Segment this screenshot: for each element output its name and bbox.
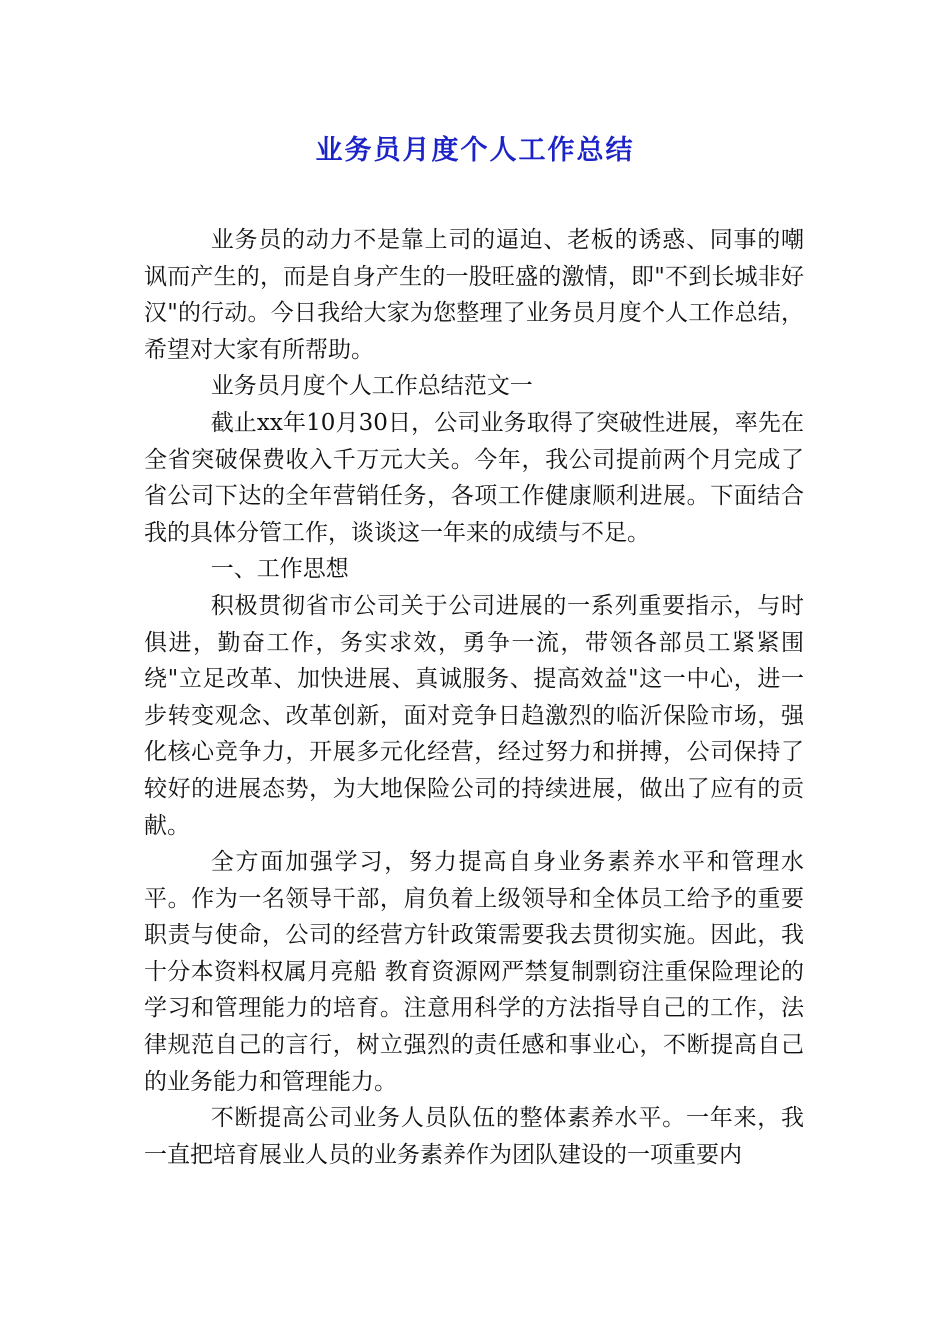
- paragraph-team-quality: 不断提高公司业务人员队伍的整体素养水平。一年来，我一直把培育展业人员的业务素养作为团队建设的一项重要内: [144, 1105, 804, 1168]
- document-title: 业务员月度个人工作总结: [315, 135, 635, 166]
- paragraph-sample-heading: 业务员月度个人工作总结范文一: [210, 373, 533, 400]
- paragraph-intro: 业务员的动力不是靠上司的逼迫、老板的诱惑、同事的嘲讽而产生的，而是自身产生的一股旺盛的激情，即"不到长城非好汉"的行动。今日我给大家为您整理了业务员月度个人工作总结，希望对大家有所帮助。: [144, 227, 804, 363]
- section-heading-work-thoughts: 一、工作思想: [210, 556, 349, 583]
- document-body: [144, 222, 804, 1173]
- paragraph-achievements: 截止xx年10月30日，公司业务取得了突破性进展，率先在全省突破保费收入千万元大关。今年，我公司提前两个月完成了省公司下达的全年营销任务，各项工作健康顺利进展。下面结合我的具体分管工作，谈谈这一年来的成绩与不足。: [144, 409, 804, 546]
- paragraph-work-thoughts: 积极贯彻省市公司关于公司进展的一系列重要指示，与时俱进，勤奋工作，务实求效，勇争一流，带领各部员工紧紧围绕"立足改革、加快进展、真诚服务、提高效益"这一中心，进一步转变观念、改革创新，面对竞争日趋激烈的临沂保险市场，强化核心竞争力，开展多元化经营，经过努力和拼搏，公司保持了较好的进展态势，为大地保险公司的持续进展，做出了应有的贡献。: [144, 592, 804, 839]
- paragraph-learning: 全方面加强学习，努力提高自身业务素养水平和管理水平。作为一名领导干部，肩负着上级领导和全体员工给予的重要职责与使命，公司的经营方针政策需要我去贯彻实施。因此，我十分本资料权属月亮船 教育资源网严禁复制剽窃注重保险理论的学习和管理能力的培育。注意用科学的方法指导自己的工作，法律规范自己的言行，树立强烈的责任感和事业心，不断提高自己的业务能力和管理能力。: [144, 849, 804, 1095]
